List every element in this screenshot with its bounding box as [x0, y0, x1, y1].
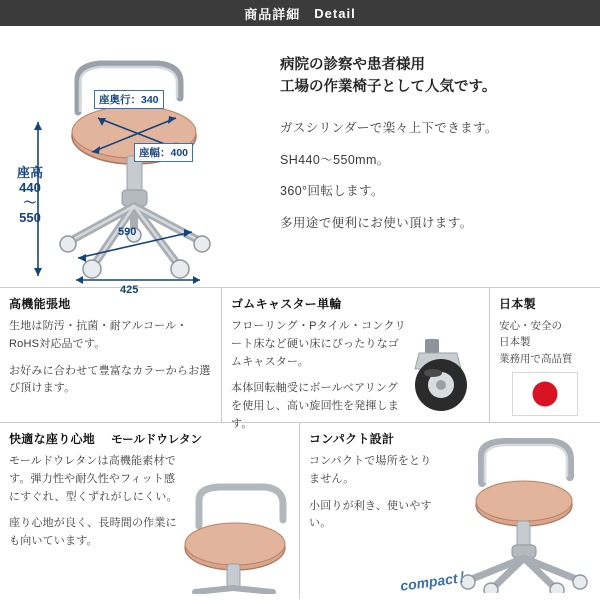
feature-japan-p3: 業務用で高品質 — [499, 352, 573, 365]
feature-compact-body — [309, 453, 441, 533]
feature-row-bottom — [0, 423, 600, 599]
caster-photo — [399, 335, 485, 420]
feature-caster-p1: フローリング・Pタイル・コンクリート床など硬い床にぴったりなゴムキャスター。 — [231, 320, 406, 368]
feature-made-in-japan — [490, 288, 600, 422]
feature-caster-p2: 本体回転軸受にボールベアリングを使用し、高い旋回性を発揮します。 — [231, 382, 399, 431]
page-header — [0, 0, 600, 26]
hero-paragraph-3: 360°回転します。 — [280, 184, 384, 199]
feature-fabric — [0, 288, 222, 422]
hero-paragraph-2: SH440〜550mm。 — [280, 152, 390, 167]
hero-lead — [280, 54, 590, 99]
feature-japan-p2: 日本製 — [499, 336, 531, 349]
feature-comfort — [0, 423, 300, 599]
hero-chair-diagram — [0, 26, 268, 296]
hero-lead-line1: 病院の診察や患者様用 — [280, 57, 425, 73]
feature-japan-p1: 安心・安全の — [499, 320, 562, 332]
feature-compact-title: コンパクト設計 — [309, 432, 395, 446]
feature-comfort-subtitle: モールドウレタン — [111, 434, 202, 446]
feature-japan-body — [499, 318, 591, 367]
compact-stamp: compact！ — [399, 568, 473, 594]
japan-flag-icon — [512, 372, 578, 416]
feature-caster — [222, 288, 490, 431]
base-width-label: 425 — [120, 284, 139, 296]
feature-comfort-p1: モールドウレタンは高機能素材です。弾力性や耐久性やフィット感にすぐれ、型くずれがしにくい。 — [9, 455, 178, 503]
feature-comfort-p2: 座り心地が良く、長時間の作業にも向いています。 — [9, 517, 177, 548]
hero-paragraph-4: 多用途で便利にお使い頂けます。 — [280, 216, 473, 231]
seat-height-title: 座高 — [16, 165, 43, 180]
feature-comfort-heading — [9, 430, 290, 453]
feature-compact — [300, 423, 600, 599]
hero-section — [0, 26, 600, 296]
page-title-en: Detail — [314, 5, 356, 21]
base-span-label: 590 — [118, 226, 137, 238]
feature-fabric-body — [9, 318, 212, 398]
seat-width-label: 座幅：400 — [134, 143, 193, 162]
hero-lead-line2: 工場の作業椅子として人気です。 — [280, 79, 497, 96]
feature-comfort-body — [9, 453, 185, 551]
feature-fabric-p2: お好みに合わせて豊富なカラーからお選び頂けます。 — [9, 364, 211, 395]
comfort-chair-photo — [169, 464, 297, 599]
feature-japan-title: 日本製 — [499, 297, 536, 311]
page-title-jp: 商品詳細 — [244, 6, 301, 22]
feature-compact-p2: 小回りが利き、使いやすい。 — [309, 499, 432, 530]
feature-row-top — [0, 288, 600, 431]
seat-height-sep: 〜 — [23, 194, 37, 210]
feature-comfort-title: 快適な座り心地 — [9, 432, 96, 446]
feature-caster-body — [231, 318, 407, 434]
feature-fabric-title: 高機能張地 — [9, 297, 71, 311]
seat-depth-label: 座奥行：340 — [94, 90, 164, 109]
seat-height-min: 440 — [19, 179, 41, 195]
seat-height-label — [8, 166, 52, 226]
feature-fabric-p1: 生地は防汚・抗菌・耐アルコール・RoHS対応品です。 — [9, 320, 188, 350]
feature-compact-p1: コンパクトで場所をとりません。 — [309, 455, 432, 485]
hero-copy — [268, 26, 600, 287]
feature-caster-title: ゴムキャスター単輪 — [231, 297, 342, 311]
seat-height-max: 550 — [19, 209, 41, 225]
hero-paragraph-1: ガスシリンダーで楽々上下できます。 — [280, 120, 498, 135]
